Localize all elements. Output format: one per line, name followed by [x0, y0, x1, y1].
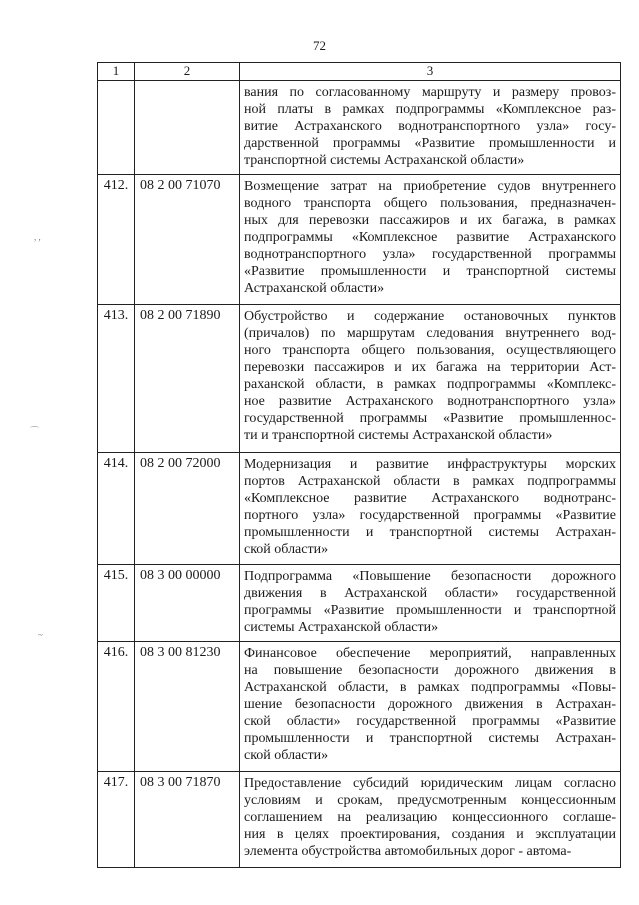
- budget-code: 08 2 00 72000: [135, 453, 240, 565]
- row-number: 415.: [98, 565, 135, 642]
- description-line: ти и транспортной системы Астраханской области»: [244, 428, 553, 443]
- budget-code: [135, 81, 240, 175]
- table-row: [98, 565, 621, 642]
- description-line: элемента обустройства автомобильных дорог - автома-: [244, 844, 572, 859]
- description-line: Модернизация и развитие инфраструктуры морских: [244, 457, 616, 472]
- budget-code: 08 3 00 00000: [135, 565, 240, 642]
- description-line: воднотранспортного узла» государственной программы: [244, 247, 616, 262]
- description-line: ния в целях проектирования, создания и эксплуатации: [244, 827, 616, 842]
- description-line: перевозки пассажиров и их багажа на территории Аст-: [244, 360, 616, 375]
- description-line: «Комплексное развитие Астраханского воднотранс-: [244, 491, 616, 506]
- description-line: портов Астраханской области в рамках подпрограммы: [244, 474, 616, 489]
- description-line: на повышение безопасности дорожного движения в: [244, 663, 616, 678]
- margin-speck: ~: [38, 630, 43, 640]
- row-number: [98, 81, 135, 175]
- description-line: ской области»: [244, 542, 329, 557]
- description-line: промышленности и транспортной системы Астрахан-: [244, 525, 616, 540]
- table-row: [98, 81, 621, 175]
- expense-description: [240, 305, 621, 453]
- budget-code: 08 3 00 71870: [135, 772, 240, 868]
- table-row: [98, 305, 621, 453]
- row-number: 417.: [98, 772, 135, 868]
- description-line: Финансовое обеспечение мероприятий, направленных: [244, 646, 616, 661]
- row-number: 413.: [98, 305, 135, 453]
- expense-description: [240, 175, 621, 305]
- budget-code: 08 3 00 81230: [135, 642, 240, 772]
- expense-description: [240, 772, 621, 868]
- expense-description: [240, 453, 621, 565]
- row-number: 412.: [98, 175, 135, 305]
- description-line: условиям и срокам, предусмотренным концессионным: [244, 793, 616, 808]
- description-line: витие Астраханского воднотранспортного узла» госу-: [244, 119, 616, 134]
- expense-description: [240, 565, 621, 642]
- description-line: государственной программы «Развитие промышленнос-: [244, 411, 616, 426]
- description-line: ного транспорта общего пользования, осуществляющего: [244, 343, 616, 358]
- column-header-3: 3: [240, 63, 621, 81]
- table-row: [98, 175, 621, 305]
- table-body: [98, 81, 621, 868]
- description-line: шение безопасности дорожного движения в Астрахан-: [244, 697, 616, 712]
- description-line: Обустройство и содержание остановочных пунктов: [244, 309, 616, 324]
- description-line: ской области» государственной программы «Развитие: [244, 714, 616, 729]
- row-number: 414.: [98, 453, 135, 565]
- description-line: ской области»: [244, 748, 329, 763]
- description-line: ных для перевозки пассажиров и их багажа, в рамках: [244, 213, 616, 228]
- description-line: промышленности и транспортной системы Астрахан-: [244, 731, 616, 746]
- page-number: 72: [313, 38, 326, 53]
- description-line: раханской области, в рамках подпрограммы «Комплекс-: [244, 377, 616, 392]
- expense-description: [240, 642, 621, 772]
- description-line: транспортной системы Астраханской области»: [244, 153, 525, 168]
- margin-speck: ⌒: [30, 426, 40, 436]
- margin-speck: , ,: [34, 232, 41, 242]
- description-line: ное развитие Астраханского воднотранспортного узла»: [244, 394, 616, 409]
- description-line: дарственной программы «Развитие промышленности и: [244, 136, 616, 151]
- column-number-row: [98, 63, 621, 81]
- table-row: [98, 772, 621, 868]
- budget-code: 08 2 00 71070: [135, 175, 240, 305]
- description-line: (причалов) по маршрутам следования внутреннего вод-: [244, 326, 616, 341]
- description-line: системы Астраханской области»: [244, 620, 439, 635]
- table-row: [98, 453, 621, 565]
- description-line: ной платы в рамках подпрограммы «Комплексное раз-: [244, 102, 616, 117]
- description-line: портного узла» государственной программы «Развитие: [244, 508, 616, 523]
- description-line: Предоставление субсидий юридическим лицам согласно: [244, 776, 616, 791]
- description-line: Астраханской области, в рамках подпрограммы «Повы-: [244, 680, 616, 695]
- table-row: [98, 642, 621, 772]
- column-header-2: 2: [135, 63, 240, 81]
- description-line: программы «Развитие промышленности и транспортной: [244, 603, 616, 618]
- description-line: Возмещение затрат на приобретение судов внутреннего: [244, 179, 616, 194]
- description-line: Подпрограмма «Повышение безопасности дорожного: [244, 569, 616, 584]
- description-line: «Развитие промышленности и транспортной системы: [244, 264, 616, 279]
- description-line: движения в Астраханской области» государственной: [244, 586, 616, 601]
- row-number: 416.: [98, 642, 135, 772]
- column-header-1: 1: [98, 63, 135, 81]
- budget-code: 08 2 00 71890: [135, 305, 240, 453]
- description-line: подпрограммы «Комплексное развитие Астраханского: [244, 230, 616, 245]
- description-line: Астраханской области»: [244, 281, 385, 296]
- description-line: соглашением на реализацию концессионного соглаше-: [244, 810, 616, 825]
- budget-code-table: [97, 62, 621, 868]
- description-line: вания по согласованному маршруту и размеру провоз-: [244, 85, 616, 100]
- description-line: водного транспорта общего пользования, предназначен-: [244, 196, 616, 211]
- expense-description: [240, 81, 621, 175]
